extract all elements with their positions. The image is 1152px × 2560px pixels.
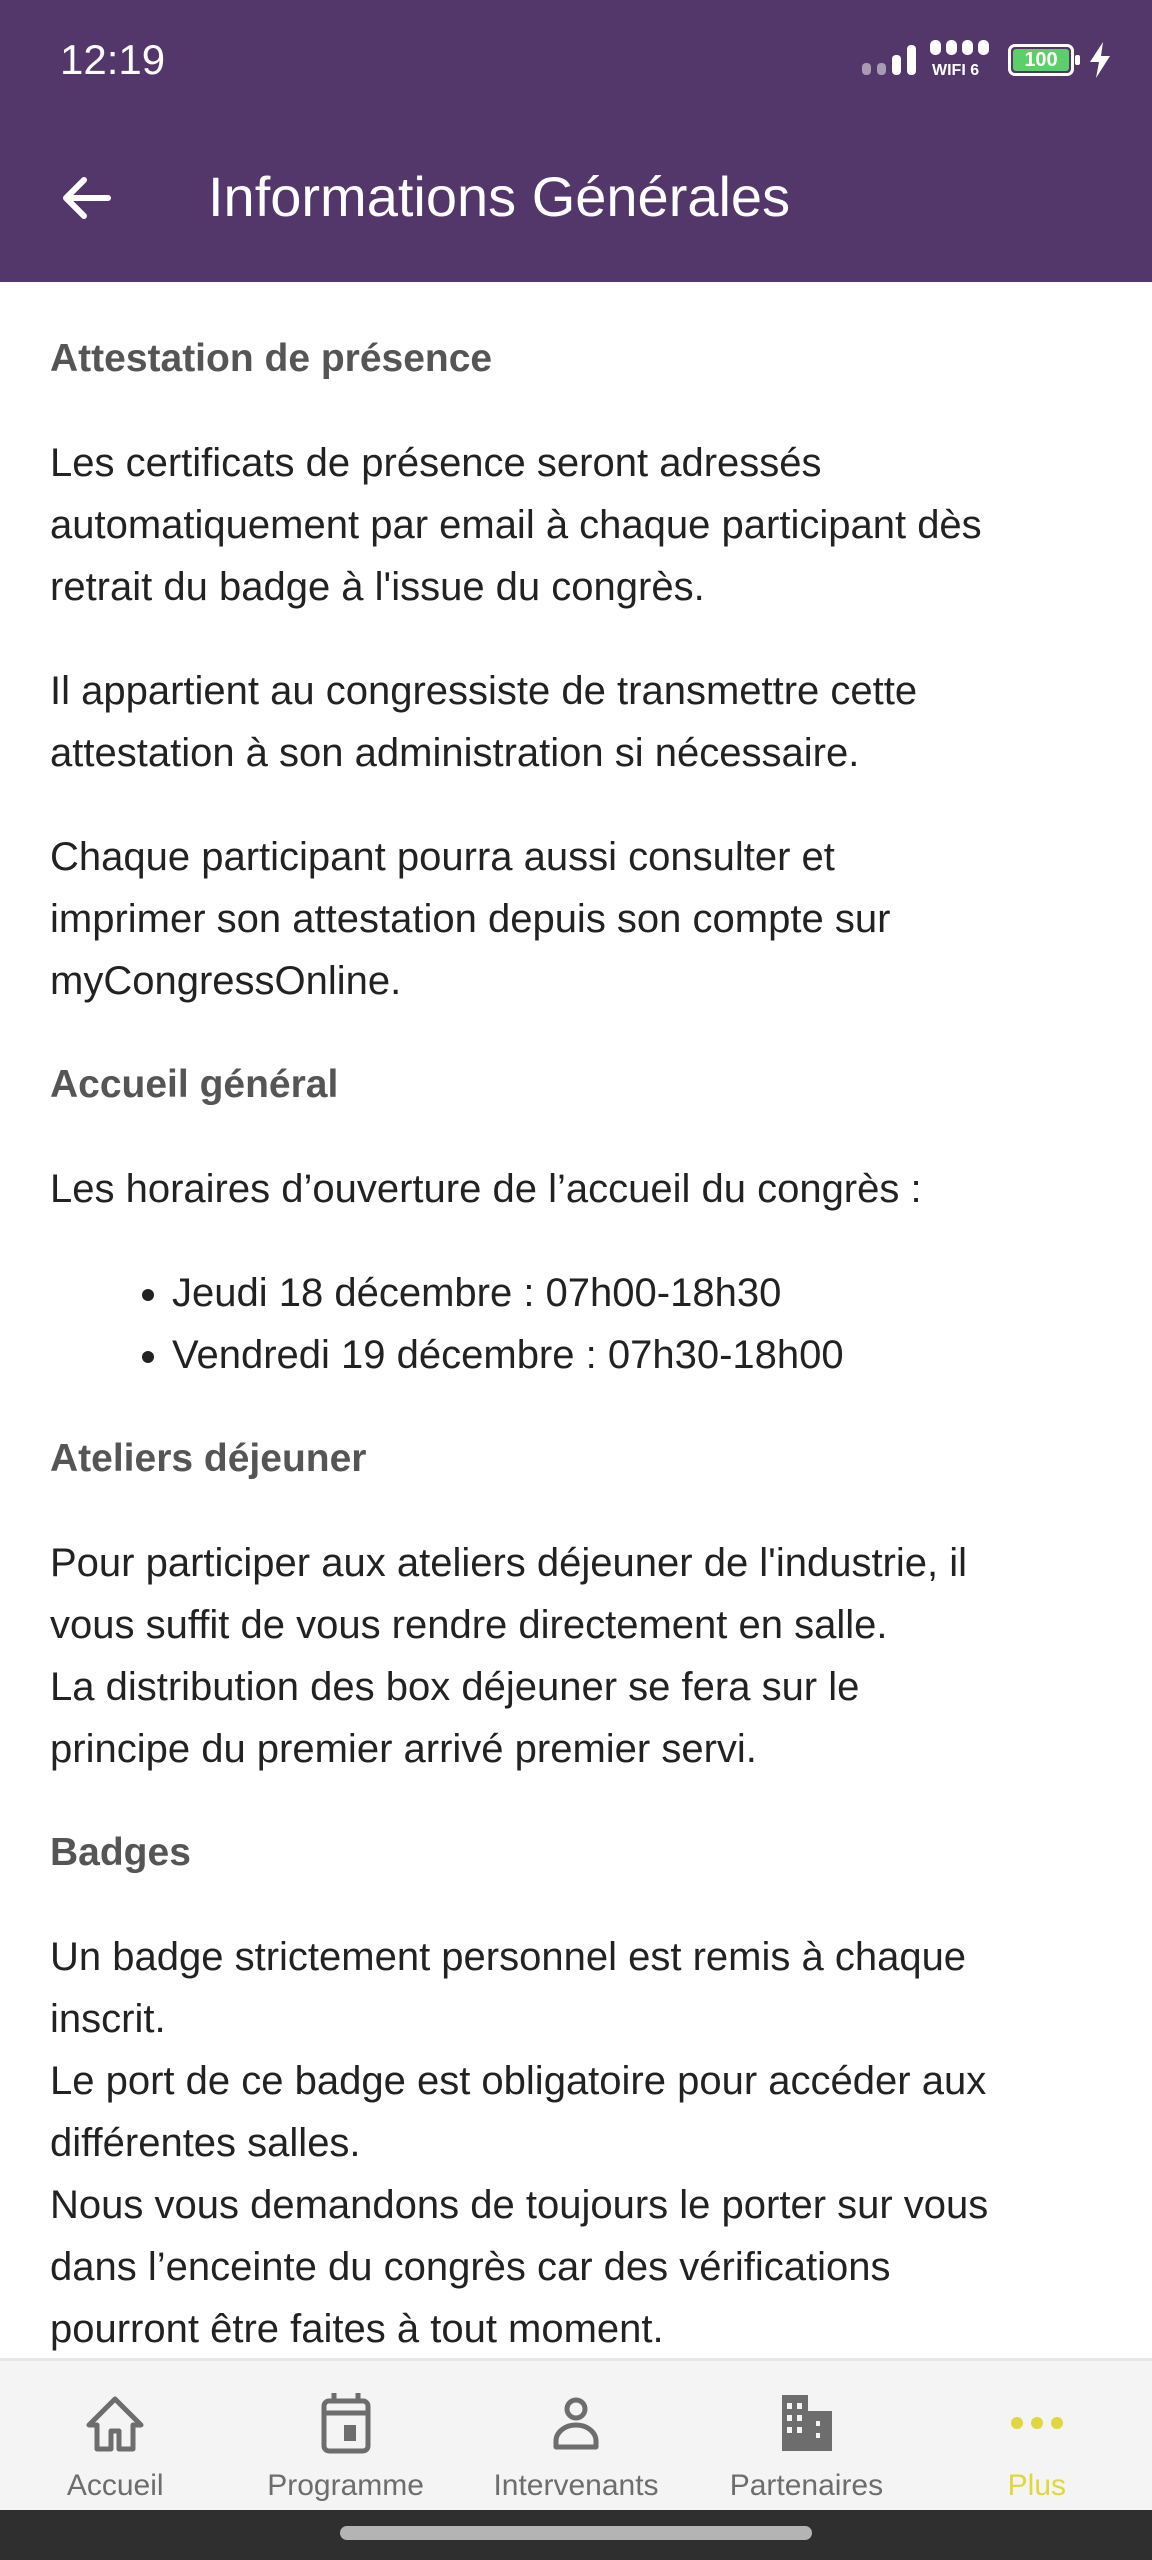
app-header (0, 120, 1152, 282)
wifi-icon: WIFI 6 (930, 40, 994, 80)
more-dots-icon (1005, 2391, 1069, 2455)
text-line: Chaque participant pourra aussi consulter et (50, 835, 835, 879)
section-heading: Attestation de présence (50, 337, 493, 380)
nav-label: Accueil (66, 2469, 164, 2502)
text-line: pourront être faites à tout moment. (50, 2307, 664, 2351)
nav-partenaires[interactable] (691, 2361, 921, 2510)
text-line: Les horaires d’ouverture de l’accueil du congrès : (50, 1167, 922, 1211)
calendar-icon (314, 2391, 378, 2455)
text-line: inscrit. (50, 1997, 166, 2041)
text-line: automatiquement par email à chaque participant dès (50, 503, 982, 547)
section-heading: Badges (50, 1831, 191, 1874)
building-icon (774, 2391, 838, 2455)
signal-icon (862, 45, 916, 75)
hours-list (50, 1262, 1102, 1386)
home-icon (83, 2391, 147, 2455)
paragraph (50, 826, 1102, 1012)
section-heading: Accueil général (50, 1063, 339, 1106)
nav-accueil[interactable] (0, 2361, 230, 2510)
paragraph (50, 1158, 1102, 1220)
status-time: 12:19 (60, 36, 166, 83)
page-title: Informations Générales (208, 165, 791, 228)
text-line: attestation à son administration si nécessaire. (50, 731, 860, 775)
text-line: principe du premier arrivé premier servi. (50, 1727, 757, 1771)
battery-icon: 100 (1008, 44, 1074, 76)
text-line: La distribution des box déjeuner se fera sur le (50, 1665, 860, 1709)
paragraph (50, 660, 1102, 784)
paragraph (50, 432, 1102, 618)
text-line: différentes salles. (50, 2121, 361, 2165)
text-line: dans l’enceinte du congrès car des vérifications (50, 2245, 891, 2289)
nav-label: Programme (267, 2469, 424, 2502)
text-line: Il appartient au congressiste de transmettre cette (50, 669, 918, 713)
nav-programme[interactable] (230, 2361, 460, 2510)
list-item: • Vendredi 19 décembre : 07h30-18h00 (172, 1324, 1102, 1386)
text-line: Un badge strictement personnel est remis à chaque (50, 1935, 967, 1979)
text-line: retrait du badge à l'issue du congrès. (50, 565, 705, 609)
paragraph (50, 1532, 1102, 1780)
person-icon (544, 2391, 608, 2455)
text-line: imprimer son attestation depuis son compte sur (50, 897, 891, 941)
nav-label: Intervenants (493, 2469, 659, 2502)
paragraph (50, 1926, 1102, 2358)
charging-icon (1088, 42, 1112, 78)
status-bar (0, 0, 1152, 120)
text-line: myCongressOnline. (50, 959, 402, 1003)
bottom-nav (0, 2358, 1152, 2510)
nav-plus[interactable] (922, 2361, 1152, 2510)
back-button[interactable] (56, 168, 116, 228)
text-line: Nous vous demandons de toujours le porter sur vous (50, 2183, 989, 2227)
nav-label: Partenaires (729, 2469, 884, 2502)
home-gesture-handle[interactable] (340, 2526, 812, 2540)
text-line: Les certificats de présence seront adressés (50, 441, 822, 485)
list-item: • Jeudi 18 décembre : 07h00-18h30 (172, 1262, 1102, 1324)
nav-label: Plus (1007, 2469, 1066, 2502)
text-line: Le port de ce badge est obligatoire pour accéder aux (50, 2059, 987, 2103)
content-scroll[interactable] (0, 282, 1152, 2358)
system-nav-bar (0, 2510, 1152, 2560)
nav-intervenants[interactable] (461, 2361, 691, 2510)
section-heading: Ateliers déjeuner (50, 1437, 367, 1480)
text-line: Pour participer aux ateliers déjeuner de l'industrie, il (50, 1541, 968, 1585)
text-line: vous suffit de vous rendre directement en salle. (50, 1603, 888, 1647)
